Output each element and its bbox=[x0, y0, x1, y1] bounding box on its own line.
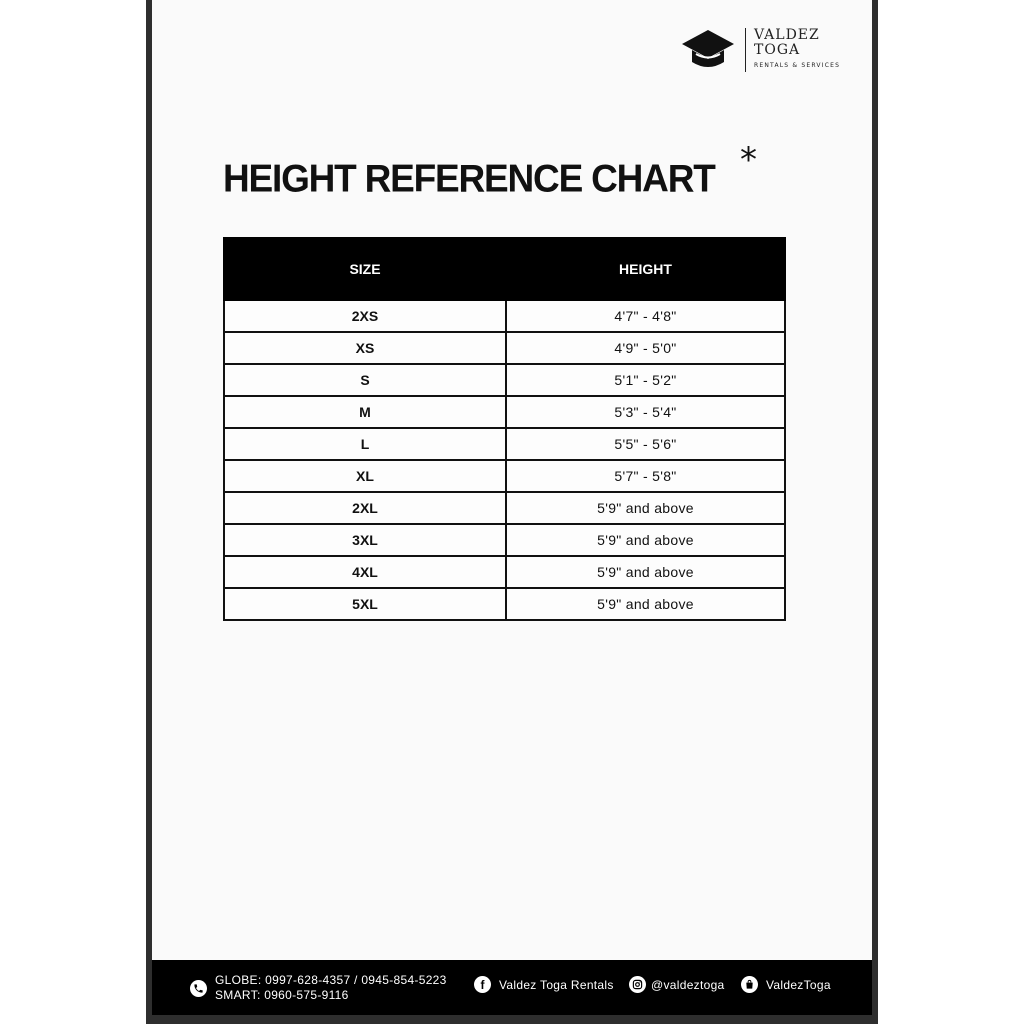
table-row bbox=[224, 556, 785, 588]
instagram-label[interactable]: @valdeztoga bbox=[651, 977, 725, 992]
size-cell: 2XL bbox=[224, 492, 506, 524]
size-cell: 2XS bbox=[224, 300, 506, 332]
height-cell: 5'7" - 5'8" bbox=[506, 460, 785, 492]
height-cell: 4'9" - 5'0" bbox=[506, 332, 785, 364]
column-header-height: HEIGHT bbox=[506, 238, 785, 300]
phone-contact bbox=[190, 973, 447, 1003]
size-cell: S bbox=[224, 364, 506, 396]
table-row bbox=[224, 332, 785, 364]
height-cell: 5'9" and above bbox=[506, 556, 785, 588]
size-cell: L bbox=[224, 428, 506, 460]
size-cell: 3XL bbox=[224, 524, 506, 556]
brand-logo bbox=[682, 26, 852, 76]
facebook-label[interactable]: Valdez Toga Rentals bbox=[499, 977, 614, 992]
phone-globe[interactable]: GLOBE: 0997-628-4357 / 0945-854-5223 bbox=[215, 973, 447, 987]
contact-footer bbox=[152, 960, 872, 1015]
instagram-icon bbox=[629, 976, 646, 993]
size-cell: XS bbox=[224, 332, 506, 364]
shop-contact[interactable] bbox=[741, 976, 831, 993]
height-cell: 5'5" - 5'6" bbox=[506, 428, 785, 460]
logo-divider bbox=[745, 28, 746, 72]
size-cell: XL bbox=[224, 460, 506, 492]
table-row bbox=[224, 300, 785, 332]
brand-name: VALDEZ TOGA bbox=[754, 27, 820, 58]
page-title: HEIGHT REFERENCE CHART bbox=[223, 156, 715, 200]
brand-tagline: RENTALS & SERVICES bbox=[754, 62, 841, 69]
phone-smart[interactable]: SMART: 0960-575-9116 bbox=[215, 988, 349, 1002]
shop-icon bbox=[741, 976, 758, 993]
size-cell: 5XL bbox=[224, 588, 506, 620]
facebook-icon: f bbox=[474, 976, 491, 993]
shop-label[interactable]: ValdezToga bbox=[766, 977, 831, 992]
height-cell: 5'1" - 5'2" bbox=[506, 364, 785, 396]
table-header-row bbox=[224, 238, 785, 300]
height-cell: 5'3" - 5'4" bbox=[506, 396, 785, 428]
height-cell: 5'9" and above bbox=[506, 492, 785, 524]
title-asterisk: * bbox=[740, 140, 757, 180]
table-row bbox=[224, 492, 785, 524]
table-row bbox=[224, 524, 785, 556]
facebook-contact[interactable] bbox=[474, 976, 614, 993]
height-reference-table bbox=[223, 237, 786, 621]
size-cell: 4XL bbox=[224, 556, 506, 588]
size-cell: M bbox=[224, 396, 506, 428]
table-row bbox=[224, 364, 785, 396]
column-header-size: SIZE bbox=[224, 238, 506, 300]
table-row bbox=[224, 396, 785, 428]
instagram-contact[interactable] bbox=[629, 976, 725, 993]
table-row bbox=[224, 428, 785, 460]
graduation-cap-icon bbox=[682, 28, 734, 72]
phone-icon bbox=[190, 980, 207, 997]
height-cell: 4'7" - 4'8" bbox=[506, 300, 785, 332]
height-cell: 5'9" and above bbox=[506, 588, 785, 620]
height-cell: 5'9" and above bbox=[506, 524, 785, 556]
table-row bbox=[224, 460, 785, 492]
table-row bbox=[224, 588, 785, 620]
